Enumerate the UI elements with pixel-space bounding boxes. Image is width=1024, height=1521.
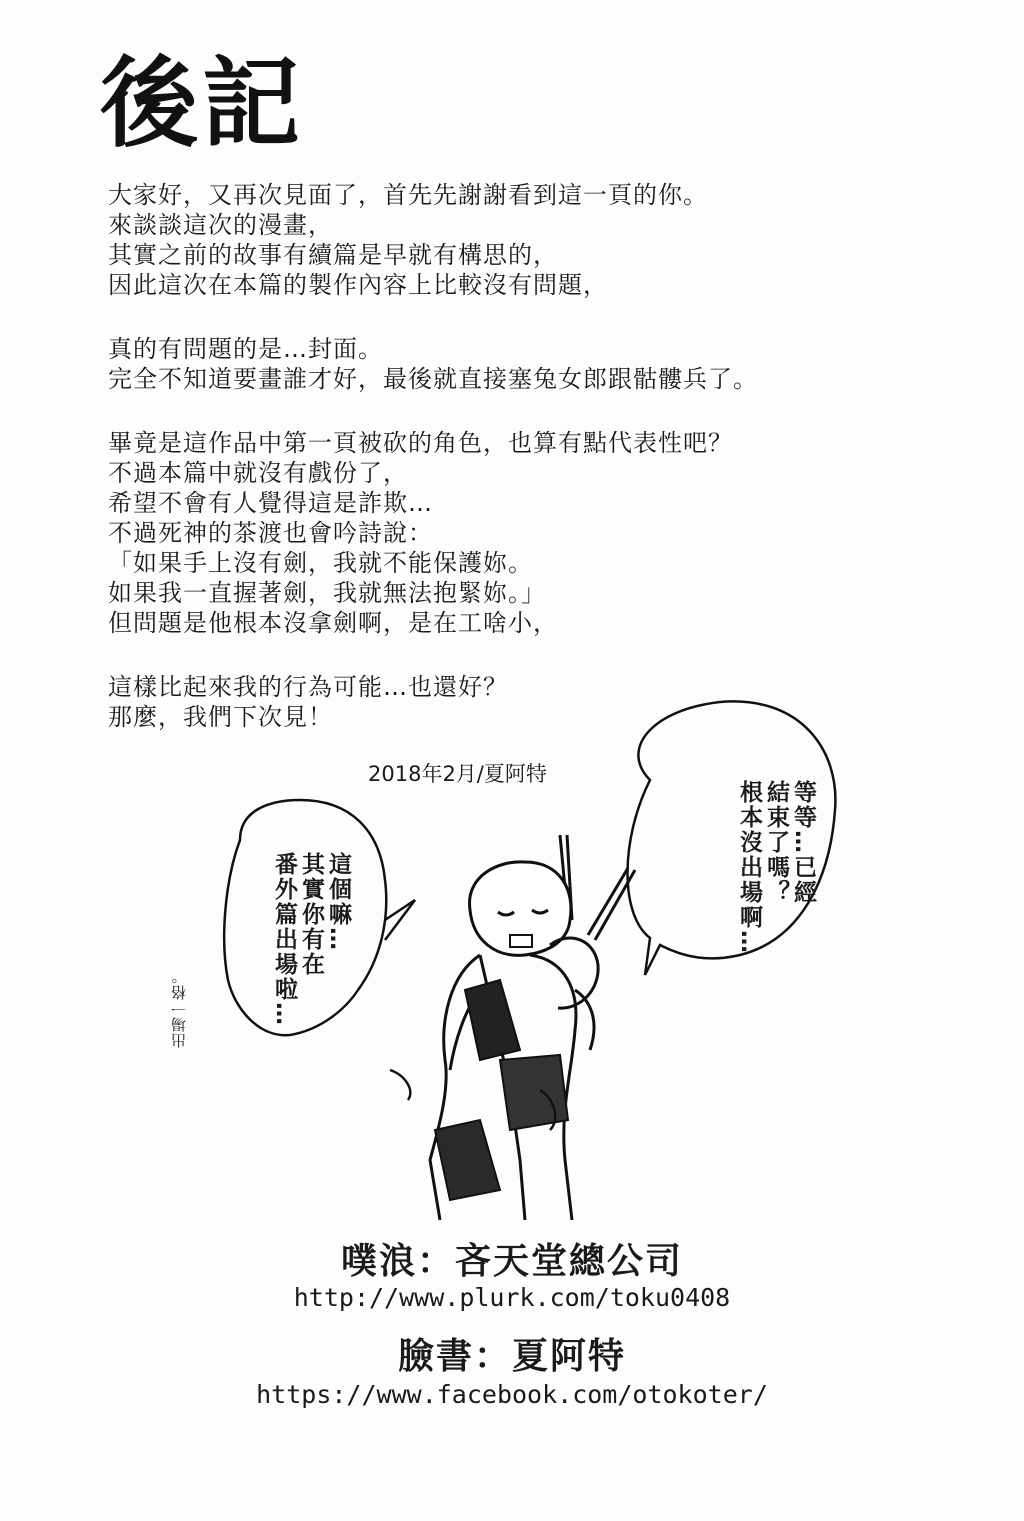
text-line: 完全不知道要畫誰才好，最後就直接塞兔女郎跟骷髏兵了。	[108, 365, 758, 393]
paragraph	[108, 428, 808, 638]
facebook-url-link[interactable]: https://www.facebook.com/otokoter/	[256, 1380, 768, 1409]
text-line: 畢竟是這作品中第一頁被砍的角色，也算有點代表性吧？	[108, 429, 733, 457]
bubble-line: 番外篇出場啦…	[271, 852, 297, 1027]
text-line: 如果我一直握著劍，我就無法抱緊妳。」	[108, 579, 546, 607]
afterword-body	[108, 180, 808, 766]
text-line: 「如果手上沒有劍，我就不能保護妳。	[108, 549, 533, 577]
plurk-label: 噗浪：吝天堂總公司	[340, 1241, 683, 1282]
text-line: 來談談這次的漫畫，	[108, 211, 333, 239]
paragraph	[108, 180, 808, 300]
side-note: 出場一格。	[170, 968, 188, 1048]
bubble-line: 等等…已經	[790, 780, 816, 905]
paragraph	[108, 334, 808, 394]
text-line: 那麼，我們下次見！	[108, 703, 333, 731]
speech-bubble-right-text	[735, 780, 816, 955]
text-line: 不過死神的茶渡也會吟詩說：	[108, 519, 433, 547]
text-line: 這樣比起來我的行為可能…也還好？	[108, 673, 508, 701]
text-line: 但問題是他根本沒拿劍啊，是在工啥小，	[108, 609, 558, 637]
signature-date: 2018年2月/夏阿特	[368, 762, 547, 786]
text-line: 不過本篇中就沒有戲份了，	[108, 459, 408, 487]
bunny-ears	[560, 835, 635, 940]
page-title: 後記	[100, 47, 305, 161]
bubble-line: 這個嘛…	[325, 852, 351, 952]
text-line: 其實之前的故事有續篇是早就有構思的，	[108, 241, 558, 269]
text-line: 真的有問題的是…封面。	[108, 335, 383, 363]
bubble-line: 根本沒出場啊…	[736, 780, 762, 955]
text-line: 大家好，又再次見面了，首先先謝謝看到這一頁的你。	[108, 181, 708, 209]
plurk-url-link[interactable]: http://www.plurk.com/toku0408	[293, 1283, 731, 1312]
text-line: 因此這次在本篇的製作內容上比較沒有問題，	[108, 271, 608, 299]
facebook-label: 臉書：夏阿特	[397, 1336, 626, 1377]
bubble-line: 結束了嗎？	[763, 780, 789, 905]
text-line: 希望不會有人覺得這是詐欺…	[108, 489, 433, 517]
bubble-right-full	[0, 0, 1, 1]
speech-bubble-left-text	[270, 852, 351, 1027]
bubble-line: 其實你有在	[298, 852, 324, 977]
